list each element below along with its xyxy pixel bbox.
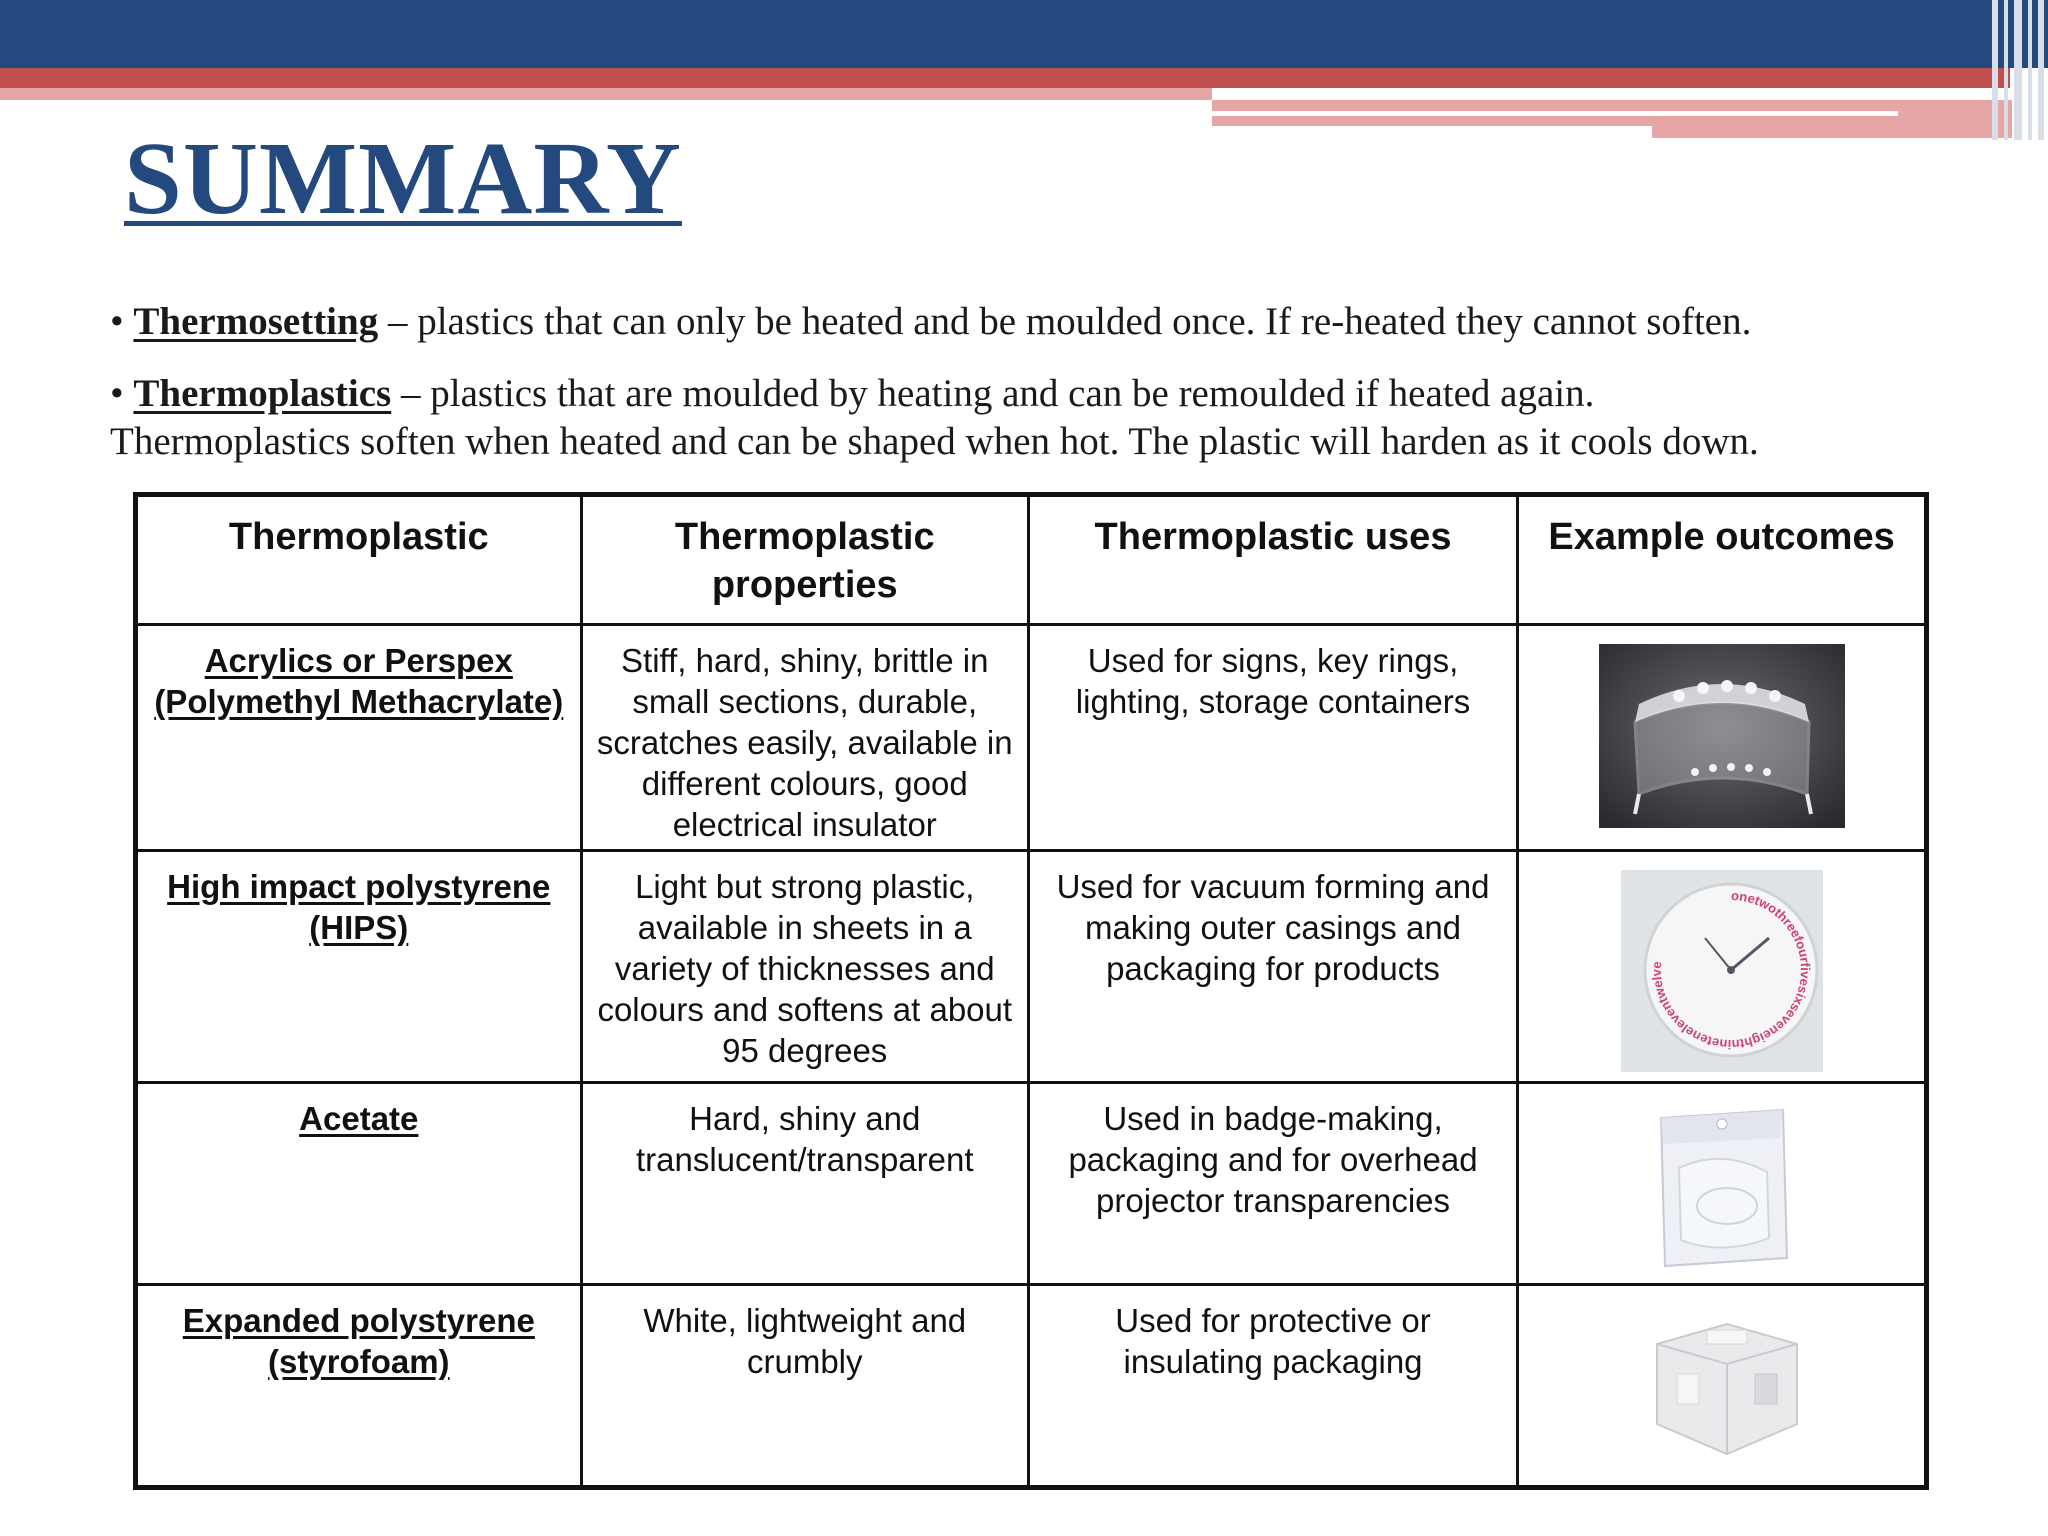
material-uses: Used for signs, key rings, lighting, storage containers <box>1028 625 1517 851</box>
acrylic-pen-holder-image <box>1599 644 1845 828</box>
bullet-thermosetting <box>110 298 2030 346</box>
thermoplastic-table <box>133 492 1929 1490</box>
material-properties: Hard, shiny and translucent/transparent <box>581 1083 1028 1285</box>
material-properties: Stiff, hard, shiny, brittle in small sections, durable, scratches easily, available in different colours, good electrical insulator <box>581 625 1028 851</box>
material-properties: Light but strong plastic, available in sheets in a variety of thicknesses and colours and softens at about 95 degrees <box>581 851 1028 1083</box>
table-row <box>136 851 1927 1083</box>
clear-packaging-image <box>1649 1088 1795 1274</box>
header-stripe <box>1212 111 1898 116</box>
table-header-row <box>136 495 1927 625</box>
header-band-blue <box>0 0 2048 68</box>
bullet-term: Thermoplastics <box>133 372 392 415</box>
bullet-text: – plastics that are moulded by heating and can be remoulded if heated again. <box>391 372 1595 415</box>
table-row <box>136 1285 1927 1488</box>
material-name: Acetate <box>136 1083 582 1285</box>
material-uses: Used for vacuum forming and making outer casings and packaging for products <box>1028 851 1517 1083</box>
header-thermoplastic: Thermoplastic <box>136 495 582 625</box>
example-outcome-cell <box>1518 625 1927 851</box>
header-properties: Thermoplastic properties <box>581 495 1028 625</box>
bullet-list <box>110 298 2030 490</box>
example-outcome-cell <box>1518 1285 1927 1488</box>
styrofoam-block-image <box>1627 1304 1817 1464</box>
header-band-red <box>0 68 2010 88</box>
material-properties: White, lightweight and crumbly <box>581 1285 1028 1488</box>
material-uses: Used in badge-making, packaging and for overhead projector transparencies <box>1028 1083 1517 1285</box>
header-stripe <box>1212 126 1652 138</box>
header-uses: Thermoplastic uses <box>1028 495 1517 625</box>
clock-image <box>1621 870 1823 1072</box>
bullet-marker: • <box>110 372 124 415</box>
slide-title: SUMMARY <box>124 121 682 236</box>
header-example-outcomes: Example outcomes <box>1518 495 1927 625</box>
clock-dial-text: onetwothreefourfivesixseveneightnineteneleventwelve <box>1648 887 1813 1053</box>
example-outcome-cell <box>1518 851 1927 1083</box>
example-outcome-cell <box>1518 1083 1927 1285</box>
material-name: High impact polystyrene (HIPS) <box>136 851 582 1083</box>
bullet-term: Thermosetting <box>133 300 379 343</box>
bullet-extra-text: Thermoplastics soften when heated and can be shaped when hot. The plastic will harden as it cools down. <box>110 420 1759 463</box>
material-name: Acrylics or Perspex (Polymethyl Methacrylate) <box>136 625 582 851</box>
material-uses: Used for protective or insulating packaging <box>1028 1285 1517 1488</box>
material-name: Expanded polystyrene (styrofoam) <box>136 1285 582 1488</box>
header-vertical-lines <box>1988 0 2048 140</box>
bullet-thermoplastics <box>110 370 2030 466</box>
bullet-marker: • <box>110 300 124 343</box>
header-band-pink <box>0 88 1212 100</box>
table-row <box>136 625 1927 851</box>
table-row <box>136 1083 1927 1285</box>
bullet-text: – plastics that can only be heated and be moulded once. If re-heated they cannot soften. <box>378 300 1752 343</box>
